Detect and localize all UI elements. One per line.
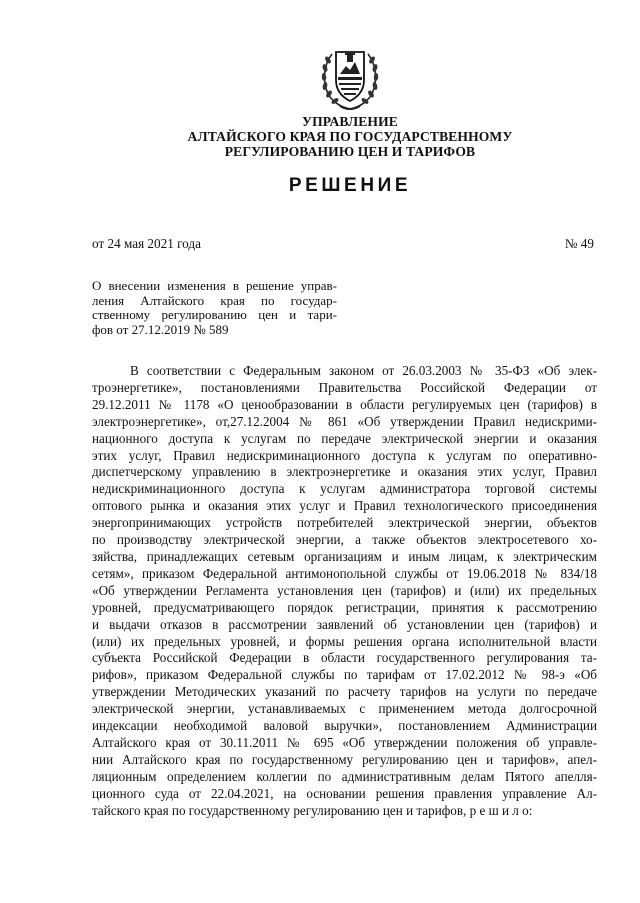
body-line: ционного суда от 22.04.2021, на основании решения правления управление Ал- — [92, 785, 597, 801]
document-subject — [92, 279, 337, 337]
body-line: диспетчерскому управлению в электроэнергетике и оказания этих услуг, Правил — [92, 464, 597, 480]
coat-of-arms-emblem — [318, 44, 382, 112]
document-date: от 24 мая 2021 года — [92, 236, 201, 251]
authority-line: УПРАВЛЕНИЕ — [302, 114, 398, 129]
body-line: ляционным определением коллегии по административным делам Пятого апелля- — [92, 768, 597, 784]
document-type-title: РЕШЕНИЕ — [288, 175, 412, 196]
body-line: по производству электрической энергии, а также объектов электросетевого хо- — [92, 532, 597, 548]
body-line: Алтайского края от 30.11.2011 № 695 «Об утверждении положения об управле- — [92, 734, 597, 750]
body-line: электрической энергии, устанавливаемых с применением метода долгосрочной — [92, 701, 597, 717]
issuing-authority — [0, 114, 640, 159]
authority-line: АЛТАЙСКОГО КРАЯ ПО ГОСУДАРСТВЕННОМУ — [187, 129, 513, 144]
subject-line: ственному регулированию цен и тари- — [92, 307, 337, 323]
body-line: рифов», приказом Федеральной службы по тарифам от 17.02.2012 № 98-э «Об — [92, 667, 597, 683]
subject-line: О внесении изменения в решение управ- — [92, 278, 337, 293]
document-number: № 49 — [564, 236, 594, 251]
body-line: «Об утверждении Регламента установления цен (тарифов) и (или) их предельных — [92, 582, 597, 598]
body-line: троэнергетике», постановлениями Правительства Российской Федерации от — [92, 379, 597, 395]
subject-line: ления Алтайского края по государ- — [92, 292, 337, 308]
body-line: уровней, предусматривающего порядок регистрации, принятия к рассмотрению — [92, 599, 597, 615]
body-line: оптового рынка и оказания этих услуг и Правил технологического присоединения — [92, 498, 597, 514]
body-line: сетям», приказом Федеральной антимонопольной службы от 19.06.2018 № 834/18 — [92, 565, 597, 581]
body-line: (или) их предельных уровней, и формы решения органа исполнительной власти — [92, 633, 597, 649]
body-line: тайского края по государственному регулированию цен и тарифов, р е ш и л о: — [92, 802, 533, 818]
body-line: электроэнергетике», от,27.12.2004 № 861 «Об утверждении Правил недискрими- — [92, 413, 597, 429]
altai-krai-coat-of-arms-icon — [318, 44, 382, 112]
body-line: субъекта Российской Федерации в области государственного регулирования та- — [92, 650, 597, 666]
body-line: национного доступа к услугам по передаче электрической энергии и оказания — [92, 430, 597, 446]
body-line: В соответствии с Федеральным законом от 26.03.2003 № 35-ФЗ «Об элек- — [130, 363, 597, 378]
body-line: индексации необходимой валовой выручки», постановлением Администрации — [92, 718, 597, 734]
subject-line: фов от 27.12.2019 № 589 — [92, 321, 229, 337]
preamble-paragraph — [92, 363, 597, 819]
authority-line: РЕГУЛИРОВАНИЮ ЦЕН И ТАРИФОВ — [224, 144, 476, 159]
body-line: зяйства, принадлежащих сетевым организациям и иным лицам, к электрическим — [92, 548, 597, 564]
body-line: недискриминационного доступа к услугам администратора торговой системы — [92, 481, 597, 497]
body-line: энергопринимающих устройств потребителей электрической энергии, объектов — [92, 515, 597, 531]
body-line: этих услуг, Правил недискриминационного доступа к услугам по оперативно- — [92, 447, 597, 463]
body-line: нии Алтайского края по государственному регулированию цен и тарифов», апел- — [92, 751, 597, 767]
body-line: и выдачи отказов в рассмотрении заявлений об установлении цен (тарифов) и — [92, 616, 597, 632]
body-line: 29.12.2011 № 1178 «О ценообразовании в области регулируемых цен (тарифов) в — [92, 396, 597, 412]
body-line: утверждении Методических указаний по расчету тарифов на услуги по передаче — [92, 684, 597, 700]
